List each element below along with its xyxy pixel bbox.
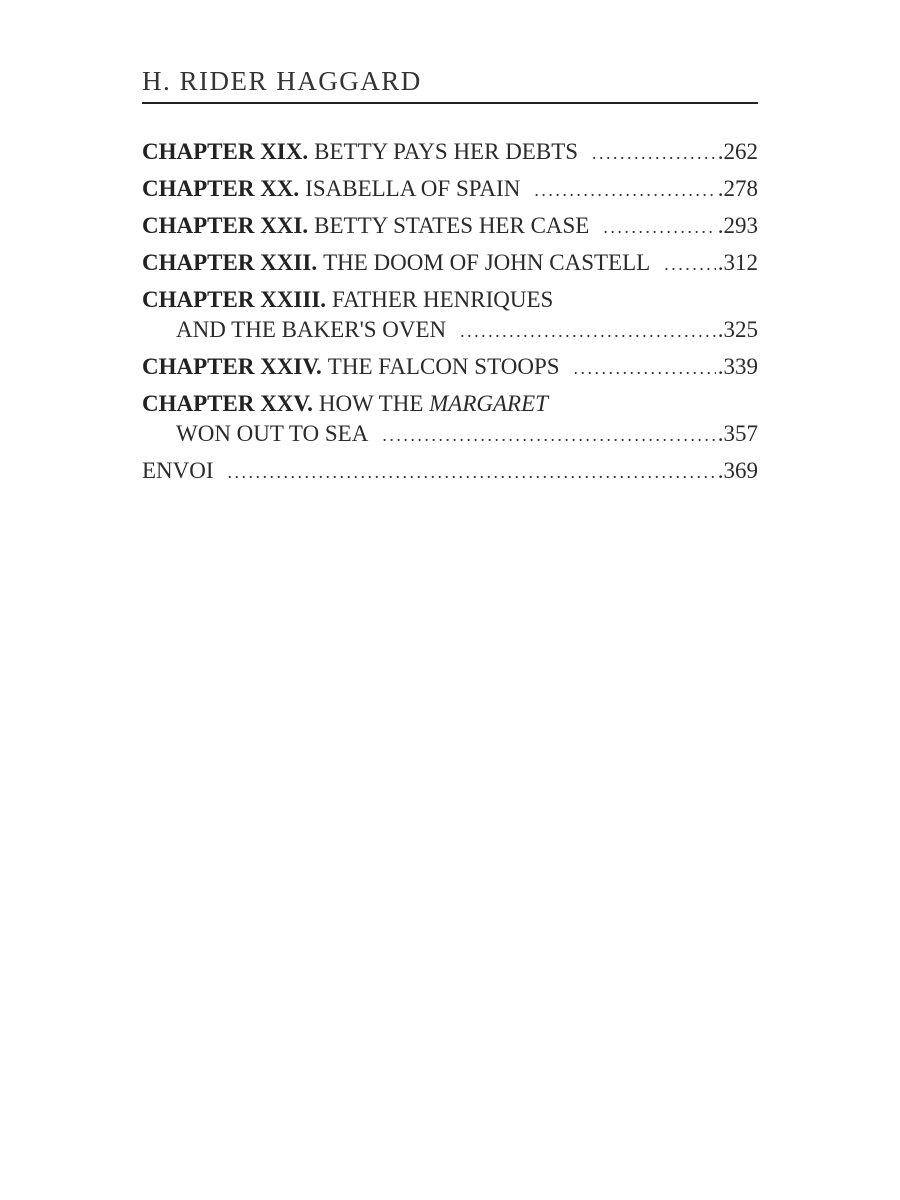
chapter-number: CHAPTER XXI. <box>142 213 309 238</box>
chapter-title: THE FALCON STOOPS <box>327 354 560 379</box>
page-number: .262 <box>717 139 758 164</box>
toc-entry-chapter-23[interactable] <box>142 285 758 346</box>
page-number: .369 <box>717 458 758 483</box>
chapter-title: BETTY STATES HER CASE <box>314 213 590 238</box>
dot-leader <box>664 249 716 279</box>
page-number: .312 <box>717 250 758 275</box>
toc-entry-envoi[interactable] <box>142 456 758 487</box>
dot-leader <box>534 175 715 205</box>
chapter-number: CHAPTER XXII. <box>142 250 318 275</box>
page-number: .278 <box>717 176 758 201</box>
page-number: .357 <box>717 421 758 446</box>
toc-entry-chapter-21[interactable] <box>142 211 758 242</box>
chapter-title-line-1 <box>319 389 548 419</box>
toc-entry-chapter-24[interactable] <box>142 352 758 383</box>
toc-entry-chapter-19[interactable] <box>142 137 758 168</box>
chapter-title: THE DOOM OF JOHN CASTELL <box>323 250 651 275</box>
chapter-title: ISABELLA OF SPAIN <box>305 176 521 201</box>
page-number: .325 <box>717 317 758 342</box>
page-number: .293 <box>717 213 758 238</box>
page-number: .339 <box>717 354 758 379</box>
chapter-title-plain: HOW THE <box>318 391 424 416</box>
dot-leader <box>592 138 716 168</box>
toc-entry-chapter-22[interactable] <box>142 248 758 279</box>
ship-name-italic: MARGARET <box>429 391 548 416</box>
chapter-title: BETTY PAYS HER DEBTS <box>314 139 579 164</box>
chapter-number: CHAPTER XIX. <box>142 139 309 164</box>
chapter-number: CHAPTER XX. <box>142 176 300 201</box>
running-head-author: H. RIDER HAGGARD <box>142 66 422 96</box>
chapter-number: CHAPTER XXV. <box>142 391 313 416</box>
toc-entry-chapter-20[interactable] <box>142 174 758 205</box>
dot-leader <box>382 420 715 450</box>
dot-leader <box>228 457 716 487</box>
running-head <box>142 64 758 104</box>
dot-leader <box>460 316 716 346</box>
chapter-title-line-2: AND THE BAKER'S OVEN <box>176 317 447 342</box>
toc-entry-chapter-25[interactable] <box>142 389 758 450</box>
chapter-number: CHAPTER XXIV. <box>142 354 322 379</box>
chapter-title-line-1: FATHER HENRIQUES <box>332 287 554 312</box>
envoi-title: ENVOI <box>142 458 214 483</box>
dot-leader <box>574 353 716 383</box>
chapter-title-line-2: WON OUT TO SEA <box>176 421 369 446</box>
chapter-number: CHAPTER XXIII. <box>142 287 327 312</box>
dot-leader <box>603 212 715 242</box>
table-of-contents <box>142 137 758 493</box>
